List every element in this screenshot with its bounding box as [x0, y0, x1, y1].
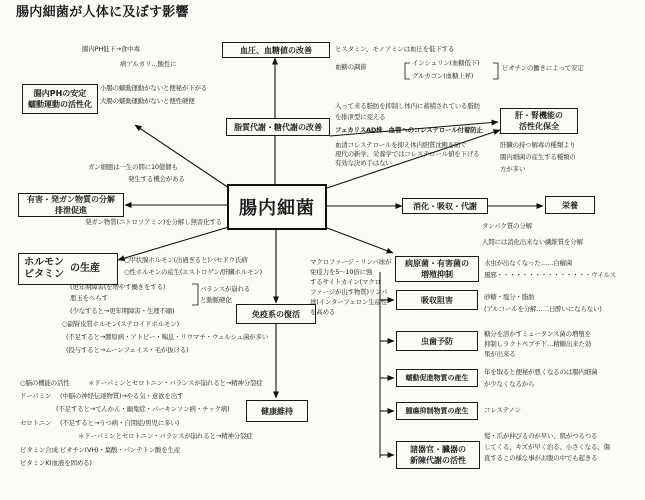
box-bp-label: 血圧、血糖値の改善	[240, 45, 312, 55]
box-hormone-stack	[24, 257, 64, 281]
box-pathogen-line-2: 増殖抑制	[421, 270, 453, 279]
cancer-note-1: ガン細胞は一生の間に10億個も	[88, 163, 178, 171]
hormone-note-1: ○甲状腺ホルモン(出過ぎると)バセドウ氏病	[124, 256, 248, 264]
box-liver-line-1: 肝・腎機能の	[515, 111, 563, 120]
box-digest-label: 消化・吸収・代謝	[413, 201, 477, 211]
brain-note-7: (不足すると→うつ病・自閉症/男児に多い)	[60, 419, 180, 427]
hormone-note-10: (投与すると→ムーンフェイス・毛が抜ける)	[66, 346, 189, 354]
box-harmful-substances	[18, 193, 124, 217]
page-title: 腸内細菌が人体に及ぼす影響	[16, 5, 189, 20]
organ-note-3: 直するこの様な事がお腹の中でも起きる	[484, 454, 598, 462]
box-immune	[236, 304, 316, 324]
box-peri-label: 蠕動促進物質の産生	[405, 373, 469, 382]
box-hormone-line-1: ホルモン	[24, 257, 64, 268]
hormone-bracket	[192, 284, 198, 305]
brain-note-5: (不足すると→てんかん・幽鬼症・パーキンソン病・チック病)	[56, 405, 230, 413]
lipid-note-1: 入って来る脂肪を抑制し体内に蓄積されている脂肪	[335, 102, 480, 110]
tumor-note: コレステノン	[484, 406, 521, 414]
hormone-note-9: (不足すると→膠原病・アトピー・喘息・リウマチ・ウェルシュ菌が多い	[66, 333, 269, 341]
cancer-note-2: 発生する機会がある	[128, 175, 185, 183]
arrow-to-pathogen	[322, 226, 393, 253]
box-harm-line-1: 有害・発ガン物質の分解	[27, 195, 115, 204]
lipid-note-2: を排泄型に変える	[335, 113, 386, 121]
lipid-note-4: 血清コレステロールを抑え体内胆質沈殿を防ぐ	[335, 141, 467, 149]
caries-note-3: 果が出来る	[484, 350, 516, 358]
box-health-label: 健康維持	[261, 406, 293, 416]
brain-note-1: ○脳の機能の活性	[20, 379, 70, 387]
vitamin-note-2: ビタミンK(血液を固める)	[20, 459, 92, 467]
box-tumor-label: 腫瘍抑制物質の産生	[405, 406, 469, 415]
box-ph-line-1: 腸内PHの安定	[33, 89, 87, 98]
immune-note-5: 球(インターフェロン生産性	[310, 298, 388, 306]
hormone-note-5: (少なすると→更年期障害・生理不順)	[70, 307, 175, 315]
ph-note-1: 腸内PH低下→食中毒	[82, 45, 140, 53]
box-blood-pressure	[222, 42, 330, 58]
absorb-note-1: 砂糖・塩分・脂肪	[484, 293, 535, 301]
bp-note-3: インシュリン(血糖低下)	[412, 59, 480, 67]
box-lipid-metabolism	[226, 118, 330, 136]
digest-note-2: 人間には消化出来ない繊維質を分解	[482, 238, 583, 246]
box-caries	[396, 331, 478, 351]
hormone-note-3: (更年期障害(を増やす働きをする)	[70, 283, 166, 291]
immune-note-3: するサイトカイン(マクロ	[310, 278, 381, 286]
pathogen-note-2: 風邪・・・・・・・・・・・・・・・ウイルス	[484, 271, 616, 279]
hormone-note-2: ○性ホルモンの産生(エストロゲン/肝臓ホルモン)	[124, 268, 263, 276]
liver-note-1: 肝臓の持つ解毒の種類より	[500, 141, 576, 149]
movement-note-1: 小腸の蠕動運動がないと便秘が下がる	[100, 84, 208, 92]
box-health	[246, 400, 308, 422]
box-nutrition	[545, 196, 595, 214]
box-organ-metabolism	[396, 441, 480, 469]
box-lipid-label: 脂質代謝・糖代謝の改善	[234, 122, 322, 132]
immune-note-2: 免疫力を5～10倍に強	[310, 268, 373, 276]
absorb-note-2: (アルコールを分解…二日酔いにならない)	[484, 305, 602, 313]
immune-note-1: マクロファージ・リンパ球が	[310, 258, 392, 266]
hormone-note-7: と動脈硬化	[200, 296, 232, 304]
vitamin-note-1: ビタミン合成:ビオチン(VH)・葉酸・パンテトン酸を生産	[20, 446, 181, 454]
brain-note-6: セロトニン	[20, 419, 52, 427]
liver-note-3: 方が多い	[500, 165, 526, 173]
brain-note-4: (中脳の神経伝達物質)→やる気・意欲を出す	[60, 392, 184, 400]
box-hormone-vitamin	[18, 253, 118, 285]
arrow-to-hormone	[118, 226, 232, 260]
box-pathogen	[395, 256, 479, 282]
lipid-note-6: 有効な決め手はない	[335, 159, 392, 167]
box-organ-line-2: 新陳代謝の活性	[410, 456, 466, 465]
box-caries-label: 虫歯予防	[421, 336, 453, 346]
peri-note-2: が少なくなるから	[484, 380, 535, 388]
blood-sugar-brace-right	[493, 63, 498, 79]
box-hormone-line-3: の生産	[70, 263, 100, 274]
organ-note-2: してくる、キズが早く治る、小さくなる、傷	[484, 443, 610, 451]
bp-note-1: ヒスタミン、モノアミンは血圧を低下する	[335, 45, 455, 53]
carcinogen-note: 発ガン物質(ニトロソアミン)を分解し無害化する	[85, 218, 222, 226]
liver-note-2: 腸内細菌の産生する種類の	[500, 153, 576, 161]
box-liver-line-2: 活性化保全	[519, 122, 559, 131]
hormone-note-4: 悪玉をへらす	[70, 294, 108, 302]
hormone-note-8: ○副腎皮質ホルモン(ステロイドホルモン)	[62, 320, 179, 328]
digest-note-1: タンパク質の分解	[482, 222, 532, 230]
organ-note-1: 髪・爪が伸びるのが早い、肌がつるつる	[484, 432, 598, 440]
lipid-note-3: フェカリスAD株…血管へのコレステロール付着防止	[335, 126, 483, 134]
immune-note-4: ファージが出す物質)リンパ	[310, 288, 388, 296]
pathogen-note-1: 水虫が出なくなった……白癬菌	[484, 259, 573, 267]
box-digestion	[402, 198, 488, 214]
brain-note-3: ドーパミン	[20, 392, 52, 400]
box-hormone-line-2: ビタミン	[24, 269, 64, 280]
box-ph-stability	[22, 84, 98, 114]
bp-note-2: 血糖の調節	[335, 63, 367, 71]
bp-note-4: グルカゴン(血糖上昇)	[412, 72, 474, 80]
box-absorption	[396, 290, 478, 310]
box-liver-kidney	[500, 108, 578, 134]
caries-note-1: 糖分を溶かすミュータンス菌の増殖を	[484, 330, 591, 338]
caries-note-2: 抑制しラクトペプチド…精糖出来た効	[484, 340, 592, 348]
lipid-note-5: 現代の新学、栄養学ではコレステロール値を下げる	[335, 150, 480, 158]
hormone-note-6: バランスが崩れる	[200, 285, 251, 293]
box-nutrition-label: 栄養	[562, 200, 578, 210]
box-absorb-label: 吸収阻害	[421, 295, 453, 305]
box-tumor	[396, 402, 478, 420]
hub-gut-bacteria: 腸内細菌	[227, 184, 327, 230]
box-immune-label: 免疫系の復活	[252, 309, 300, 319]
ph-note-2: 病アルカリ…酸性に	[120, 60, 177, 68]
peri-note-1: 年を取ると便秘が悪くなるのは腸内細菌	[484, 368, 598, 376]
movement-note-2: 大腸の蠕動運動がないと便性硬便	[100, 97, 195, 105]
box-pathogen-line-1: 病原菌・有害菌の	[405, 259, 469, 268]
box-ph-line-2: 蠕動運動の活性化	[28, 100, 92, 109]
brain-note-2: ＊ドーパミンとセロトニン・バランスが崩れると→精神分裂症	[88, 379, 263, 387]
immune-note-6: を高める	[310, 308, 336, 316]
bp-note-5: ビオチンの働きによって安定	[502, 64, 584, 72]
box-harm-line-2: 排泄促進	[55, 206, 87, 215]
blood-sugar-brace	[405, 63, 410, 79]
box-peristalsis	[396, 369, 478, 387]
box-organ-line-1: 諸器官・臓器の	[410, 445, 466, 454]
brain-note-8: ＊ドーパミンとセロトニン・バランスが崩れると→精神分裂症	[78, 432, 253, 440]
